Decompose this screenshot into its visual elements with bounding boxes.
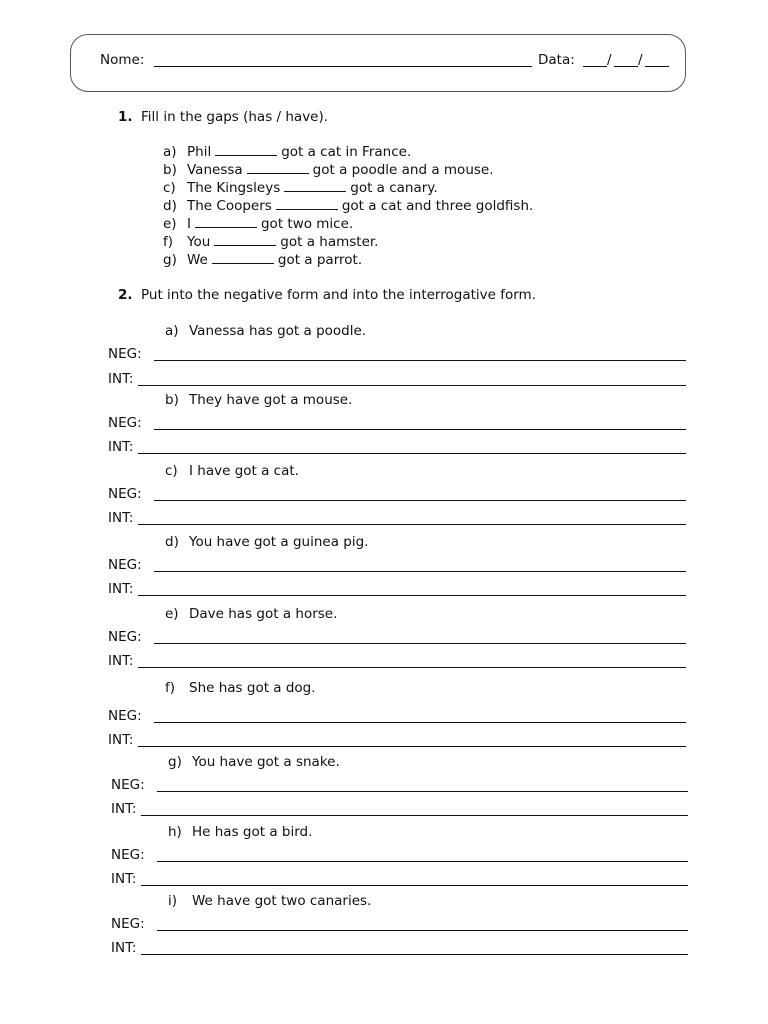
- exercise2-number: 2.: [118, 287, 133, 303]
- int-answer-line[interactable]: [141, 815, 688, 816]
- sentence-text: You have got a guinea pig.: [189, 534, 369, 550]
- exercise2-sentence: [168, 753, 340, 771]
- gap-blank[interactable]: [284, 179, 346, 192]
- item-letter: a): [165, 323, 179, 339]
- item-letter: g): [168, 754, 182, 770]
- neg-label: NEG:: [108, 415, 142, 431]
- exercise2-sentence: [165, 679, 316, 697]
- gap-blank[interactable]: [215, 143, 277, 156]
- int-answer-line[interactable]: [138, 385, 686, 386]
- item-rest: got a cat in France.: [281, 144, 412, 160]
- sentence-text: I have got a cat.: [189, 463, 299, 479]
- gap-blank[interactable]: [247, 161, 309, 174]
- item-subject: Phil: [187, 144, 212, 160]
- int-label: INT:: [108, 439, 134, 455]
- exercise1-number: 1.: [118, 109, 133, 125]
- int-label: INT:: [108, 510, 134, 526]
- neg-label: NEG:: [111, 847, 145, 863]
- neg-answer-line[interactable]: [154, 643, 686, 644]
- item-letter: c): [165, 463, 178, 479]
- exercise1-instruction: Fill in the gaps (has / have).: [141, 109, 329, 125]
- exercise2-sentence: [165, 322, 366, 340]
- neg-label: NEG:: [111, 916, 145, 932]
- exercise2-sentence: [165, 605, 337, 623]
- exercise2-sentence: [165, 462, 299, 480]
- item-subject: I: [187, 216, 191, 232]
- item-rest: got a poodle and a mouse.: [312, 162, 494, 178]
- date-day-field[interactable]: [583, 66, 607, 67]
- date-label: Data:: [538, 52, 575, 68]
- int-answer-line[interactable]: [138, 524, 686, 525]
- date-separator: /: [638, 52, 643, 68]
- sentence-text: Vanessa has got a poodle.: [189, 323, 367, 339]
- int-label: INT:: [108, 581, 134, 597]
- exercise1-item: [163, 251, 362, 269]
- exercise1-item: [163, 233, 378, 251]
- item-letter: d): [163, 198, 177, 214]
- sentence-text: We have got two canaries.: [192, 893, 372, 909]
- int-answer-line[interactable]: [138, 667, 686, 668]
- item-letter: f): [165, 680, 176, 696]
- item-letter: e): [163, 216, 177, 232]
- item-letter: h): [168, 824, 182, 840]
- neg-label: NEG:: [108, 346, 142, 362]
- int-label: INT:: [111, 871, 137, 887]
- item-rest: got a cat and three goldfish.: [341, 198, 534, 214]
- exercise1-item: [163, 161, 494, 179]
- name-label: Nome:: [100, 52, 145, 68]
- item-letter: b): [165, 392, 179, 408]
- int-answer-line[interactable]: [138, 746, 686, 747]
- neg-label: NEG:: [108, 557, 142, 573]
- gap-blank[interactable]: [214, 233, 276, 246]
- exercise1-item: [163, 179, 438, 197]
- int-answer-line[interactable]: [141, 885, 688, 886]
- item-subject: We: [187, 252, 208, 268]
- exercise2-sentence: [165, 533, 368, 551]
- int-label: INT:: [108, 653, 134, 669]
- neg-label: NEG:: [111, 777, 145, 793]
- exercise2-sentence: [168, 823, 312, 841]
- neg-answer-line[interactable]: [154, 360, 686, 361]
- item-subject: The Coopers: [187, 198, 272, 214]
- int-label: INT:: [111, 801, 137, 817]
- neg-answer-line[interactable]: [157, 861, 688, 862]
- date-year-field[interactable]: [645, 66, 669, 67]
- item-letter: f): [163, 234, 174, 250]
- neg-answer-line[interactable]: [154, 429, 686, 430]
- int-answer-line[interactable]: [138, 453, 686, 454]
- item-letter: c): [163, 180, 176, 196]
- item-rest: got a parrot.: [277, 252, 363, 268]
- date-month-field[interactable]: [614, 66, 638, 67]
- exercise1-item: [163, 215, 353, 233]
- int-label: INT:: [108, 732, 134, 748]
- item-subject: You: [187, 234, 211, 250]
- sentence-text: He has got a bird.: [192, 824, 313, 840]
- name-field[interactable]: [154, 66, 532, 67]
- exercise1-item: [163, 197, 533, 215]
- item-letter: d): [165, 534, 179, 550]
- int-answer-line[interactable]: [138, 595, 686, 596]
- student-info-box: [70, 34, 686, 92]
- date-separator: /: [607, 52, 612, 68]
- gap-blank[interactable]: [195, 215, 257, 228]
- int-label: INT:: [111, 940, 137, 956]
- int-answer-line[interactable]: [141, 954, 688, 955]
- exercise2-instruction: Put into the negative form and into the interrogative form.: [141, 287, 537, 303]
- sentence-text: They have got a mouse.: [189, 392, 353, 408]
- neg-label: NEG:: [108, 629, 142, 645]
- item-letter: e): [165, 606, 179, 622]
- gap-blank[interactable]: [212, 251, 274, 264]
- item-rest: got a hamster.: [280, 234, 379, 250]
- item-subject: Vanessa: [187, 162, 243, 178]
- exercise1-item: [163, 143, 411, 161]
- exercise2-sentence: [165, 391, 352, 409]
- sentence-text: You have got a snake.: [192, 754, 340, 770]
- neg-answer-line[interactable]: [154, 500, 686, 501]
- neg-answer-line[interactable]: [157, 791, 688, 792]
- item-rest: got two mice.: [260, 216, 354, 232]
- sentence-text: Dave has got a horse.: [189, 606, 338, 622]
- neg-answer-line[interactable]: [154, 722, 686, 723]
- item-letter: a): [163, 144, 177, 160]
- exercise2-sentence: [168, 892, 371, 910]
- item-letter: i): [168, 893, 178, 909]
- neg-label: NEG:: [108, 708, 142, 724]
- item-subject: The Kingsleys: [187, 180, 281, 196]
- neg-answer-line[interactable]: [154, 571, 686, 572]
- item-letter: g): [163, 252, 177, 268]
- gap-blank[interactable]: [276, 197, 338, 210]
- neg-answer-line[interactable]: [157, 930, 688, 931]
- item-rest: got a canary.: [350, 180, 438, 196]
- sentence-text: She has got a dog.: [189, 680, 316, 696]
- neg-label: NEG:: [108, 486, 142, 502]
- item-letter: b): [163, 162, 177, 178]
- int-label: INT:: [108, 371, 134, 387]
